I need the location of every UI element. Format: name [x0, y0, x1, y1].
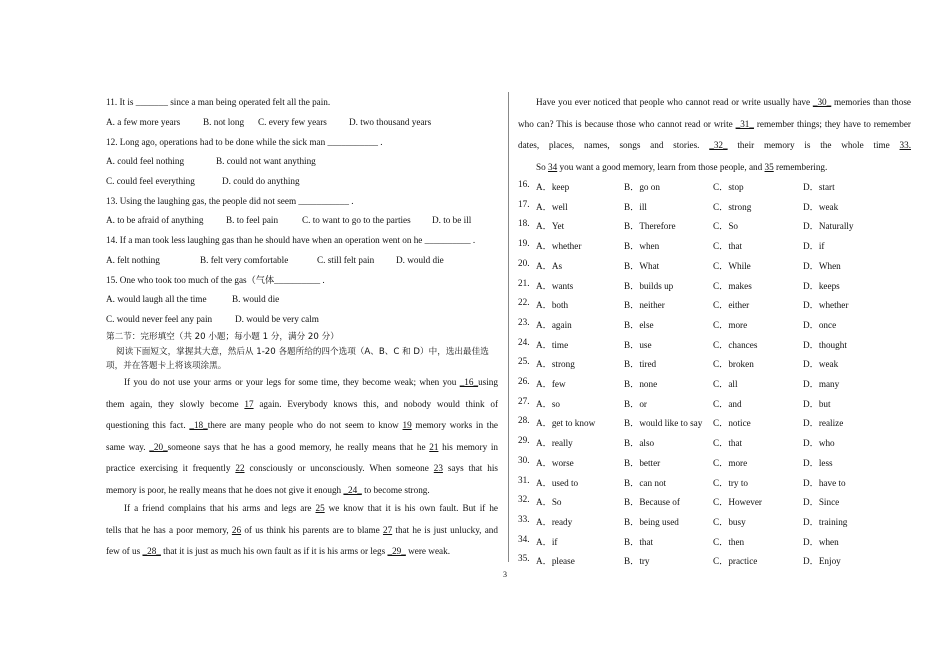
- option-number: 17.: [518, 198, 530, 209]
- blank-number: 25: [315, 503, 325, 513]
- option-choice-a: A．keep: [536, 182, 570, 192]
- column-divider: [508, 92, 509, 562]
- option-choice-c: C．stop: [713, 182, 744, 192]
- option-choice-d: D．realize: [803, 418, 844, 429]
- option-choice-b: B．when: [624, 241, 660, 252]
- blank-number: 27: [382, 524, 393, 535]
- blank-number: _29_: [387, 546, 406, 556]
- option-choice-c: C．then: [713, 536, 745, 547]
- option-choice-d: D．once: [803, 319, 837, 330]
- option-choice-a: A．As: [536, 260, 563, 271]
- paragraph-line: [124, 502, 498, 514]
- paragraph-text: says that his: [442, 463, 498, 473]
- option-choice-a: A．wants: [536, 280, 574, 291]
- paragraph-line: [106, 484, 430, 496]
- option-choice-c: C．try to: [713, 477, 748, 488]
- paragraph-text: his memory in: [438, 441, 499, 452]
- question-11-stem: 11. It is _______ since a man being operated felt all the pain.: [106, 97, 331, 107]
- option-choice-a: A．please: [536, 556, 575, 567]
- blank-number: 26: [231, 524, 242, 535]
- question-11-option-b: B. not long: [203, 117, 245, 127]
- paragraph-text: to become strong.: [361, 484, 430, 495]
- option-choice-b: B．also: [624, 438, 655, 449]
- paragraph-text: practice exercising it frequently: [106, 463, 236, 473]
- option-choice-c: C．While: [713, 260, 751, 271]
- paragraph-line: [106, 419, 498, 431]
- option-number: 20.: [518, 257, 530, 268]
- blank-number: 33.: [899, 140, 911, 150]
- option-choice-c: C．more: [713, 319, 748, 330]
- paragraph-text: there are many people who do not seem to know: [207, 420, 403, 430]
- option-choice-a: A．both: [536, 300, 569, 311]
- option-number: 26.: [518, 376, 530, 386]
- option-number: 29.: [518, 435, 530, 446]
- option-number: 30.: [518, 454, 530, 465]
- paragraph-text: So: [536, 161, 549, 172]
- option-choice-d: D．have to: [803, 477, 846, 488]
- question-15-option-c: C. would never feel any pain: [106, 314, 213, 324]
- blank-number: _28_: [142, 546, 161, 556]
- question-14-option-b: B. felt very comfortable: [200, 255, 289, 265]
- option-choice-a: A．if: [536, 536, 558, 547]
- option-choice-a: A．worse: [536, 457, 574, 468]
- blank-number: _24_: [343, 484, 362, 495]
- paragraph-text: their memory is the whole time: [727, 140, 900, 150]
- option-choice-a: A．whether: [536, 241, 582, 252]
- option-choice-b: B．builds up: [624, 280, 674, 291]
- question-15-option-b: B. would die: [232, 294, 280, 304]
- option-choice-c: C．However: [713, 497, 762, 508]
- paragraph-text: remembering.: [773, 161, 828, 172]
- option-number: 23.: [518, 316, 530, 327]
- option-number: 28.: [518, 415, 530, 426]
- option-choice-c: C．busy: [713, 516, 746, 527]
- option-choice-b: B．would like to say: [624, 418, 703, 429]
- section-title: 第二节：完形填空（共 20 小题；每小题 1 分，满分 20 分）: [106, 332, 339, 342]
- blank-number: _20_: [149, 441, 168, 452]
- option-number: 34.: [518, 533, 530, 544]
- option-choice-c: C．notice: [713, 418, 751, 429]
- option-number: 22.: [518, 297, 530, 308]
- option-choice-c: C．either: [713, 300, 750, 311]
- paragraph-text: questioning this fact.: [106, 420, 190, 430]
- option-choice-c: C．chances: [713, 339, 758, 350]
- question-13-option-d: D. to be ill: [432, 215, 472, 225]
- question-14-option-a: A. felt nothing: [106, 255, 160, 265]
- blank-number: 23: [433, 463, 443, 473]
- option-choice-b: B．else: [624, 319, 654, 330]
- paragraph-text: If you do not use your arms or your legs for some time, they become weak; when you: [124, 377, 460, 387]
- blank-number: _18_: [189, 420, 208, 430]
- paragraph-text: you want a good memory, learn from those people, and: [557, 161, 765, 172]
- paragraph-line: [536, 161, 827, 173]
- option-number: 35.: [518, 553, 530, 564]
- paragraph-text: same way.: [106, 441, 150, 452]
- question-13-option-c: C. to want to go to the parties: [302, 215, 411, 225]
- question-14-stem: 14. If a man took less laughing gas than he should have when an operation went on he __________ .: [106, 235, 476, 245]
- option-choice-d: D．if: [803, 241, 825, 252]
- blank-number: 19: [402, 420, 412, 430]
- option-choice-d: D．who: [803, 438, 835, 449]
- option-number: 21.: [518, 277, 530, 288]
- paragraph-line: [536, 96, 911, 108]
- paragraph-text: consciously or unconsciously. When someone: [244, 463, 434, 473]
- option-choice-d: D．less: [803, 457, 833, 468]
- option-choice-b: B．try: [624, 556, 650, 567]
- option-choice-d: D．thought: [803, 339, 847, 350]
- question-13-stem: 13. Using the laughing gas, the people did not seem ___________ .: [106, 196, 354, 206]
- question-13-option-a: A. to be afraid of anything: [106, 215, 204, 225]
- option-choice-d: D．whether: [803, 300, 849, 311]
- page-number: 3: [503, 570, 507, 579]
- option-choice-d: D．Since: [803, 497, 840, 508]
- cloze-instruction-line-1: 阅读下面短文，掌握其大意，然后从 1-20 各题所给的四个选项（A、B、C 和 D）中，选出最佳选: [116, 347, 489, 357]
- question-12-option-b: B. could not want anything: [216, 156, 316, 166]
- option-choice-c: C．practice: [713, 556, 758, 567]
- option-choice-b: B．Because of: [624, 497, 680, 508]
- option-choice-d: D．When: [803, 260, 841, 271]
- paragraph-text: few of us: [106, 546, 143, 556]
- option-choice-c: C．that: [713, 438, 743, 449]
- question-12-option-d: D. could do anything: [222, 176, 300, 186]
- paragraph-line: [106, 398, 498, 410]
- option-choice-b: B．being used: [624, 516, 679, 527]
- paragraph-line: [106, 545, 450, 557]
- option-choice-b: B．ill: [624, 201, 647, 212]
- question-11-option-a: A. a few more years: [106, 117, 181, 127]
- option-choice-b: B．What: [624, 260, 660, 271]
- blank-number: 21: [429, 441, 439, 452]
- option-choice-c: C．all: [713, 379, 738, 389]
- question-12-option-a: A. could feel nothing: [106, 156, 185, 166]
- option-number: 33.: [518, 513, 530, 524]
- paragraph-text: again. Everybody knows this, and nobody would think of: [253, 398, 499, 409]
- option-number: 25.: [518, 356, 530, 367]
- option-choice-d: D．weak: [803, 359, 839, 370]
- option-choice-a: A．used to: [536, 477, 579, 488]
- option-number: 24.: [518, 336, 530, 347]
- blank-number: 17: [244, 398, 254, 409]
- option-choice-c: C．and: [713, 398, 742, 409]
- paragraph-text: that he is just unlucky, and: [392, 524, 498, 535]
- paragraph-text: memory is poor, he really means that he does not give it enough: [106, 484, 344, 495]
- question-15-option-a: A. would laugh all the time: [106, 294, 207, 304]
- option-choice-b: B．can not: [624, 477, 667, 488]
- option-choice-d: D．many: [803, 379, 840, 389]
- option-choice-a: A．strong: [536, 359, 575, 370]
- option-number: 18.: [518, 218, 530, 229]
- option-choice-b: B．or: [624, 398, 647, 409]
- option-number: 19.: [518, 238, 530, 249]
- paragraph-text: tells that he has a poor memory,: [106, 524, 232, 535]
- question-13-option-b: B. to feel pain: [226, 215, 279, 225]
- option-choice-d: D．Naturally: [803, 221, 854, 232]
- option-choice-a: A．well: [536, 201, 568, 212]
- option-choice-b: B．Therefore: [624, 221, 676, 232]
- option-choice-d: D．weak: [803, 201, 839, 212]
- paragraph-text: were weak.: [405, 546, 450, 556]
- option-choice-c: C．that: [713, 241, 743, 252]
- blank-number: _30_: [812, 97, 832, 107]
- option-choice-d: D．when: [803, 536, 839, 547]
- question-11-option-c: C. every few years: [258, 117, 327, 127]
- blank-number: 22: [235, 463, 245, 473]
- option-choice-c: C．more: [713, 457, 748, 468]
- paragraph-text: dates, places, names, songs and stories.: [518, 140, 710, 150]
- option-choice-a: A．so: [536, 398, 560, 409]
- option-choice-a: A．really: [536, 438, 573, 449]
- paragraph-text: someone says that he has a good memory, he really means that he: [167, 441, 430, 452]
- paragraph-line: [124, 376, 498, 388]
- paragraph-text: of us think his parents are to blame: [241, 524, 383, 535]
- option-choice-c: C．makes: [713, 280, 752, 291]
- option-choice-a: A．So: [536, 497, 562, 508]
- question-15-stem: 15. One who took too much of the gas（气体__________ .: [106, 275, 325, 285]
- paragraph-text: If a friend complains that his arms and legs are: [124, 503, 316, 513]
- paragraph-text: Have you ever noticed that people who cannot read or write usually have: [536, 97, 813, 107]
- option-choice-a: A．get to know: [536, 418, 596, 429]
- paragraph-text: remember things; they have to remember: [753, 118, 911, 129]
- option-number: 31.: [518, 474, 530, 485]
- option-choice-a: A．again: [536, 319, 572, 330]
- blank-number: _16_: [459, 377, 479, 387]
- paragraph-line: [518, 139, 911, 151]
- option-choice-b: B．tired: [624, 359, 657, 370]
- paragraph-text: them again, they slowly become: [106, 398, 245, 409]
- option-choice-d: D．training: [803, 516, 848, 527]
- option-choice-b: B．go on: [624, 182, 660, 192]
- option-choice-a: A．ready: [536, 516, 573, 527]
- option-choice-d: D．start: [803, 182, 835, 192]
- option-choice-a: A．time: [536, 339, 569, 350]
- option-choice-b: B．none: [624, 379, 658, 389]
- blank-number: 34: [548, 161, 558, 172]
- option-choice-b: B．use: [624, 339, 652, 350]
- option-choice-c: C．strong: [713, 201, 752, 212]
- paragraph-text: we know that it is his own fault. But if he: [324, 503, 498, 513]
- paragraph-text: using: [478, 377, 498, 387]
- option-choice-c: C．broken: [713, 359, 754, 370]
- option-choice-a: A．few: [536, 379, 566, 389]
- paragraph-line: [106, 441, 498, 453]
- paragraph-text: who can? This is because those who cannot read or write: [518, 118, 736, 129]
- paragraph-text: memories than those: [831, 97, 911, 107]
- option-number: 27.: [518, 395, 530, 406]
- question-11-option-d: D. two thousand years: [349, 117, 432, 127]
- option-choice-d: D．Enjoy: [803, 556, 841, 567]
- question-15-option-d: D. would be very calm: [235, 314, 319, 324]
- blank-number: 35: [764, 161, 774, 172]
- paragraph-line: [106, 462, 498, 474]
- cloze-instruction-line-2: 项，并在答题卡上将该项涂黑。: [106, 361, 227, 371]
- option-number: 32.: [518, 494, 530, 505]
- paragraph-line: [106, 524, 498, 536]
- option-choice-b: B．better: [624, 457, 661, 468]
- option-choice-c: C．So: [713, 221, 739, 232]
- paragraph-line: [518, 118, 911, 130]
- question-12-stem: 12. Long ago, operations had to be done while the sick man ___________ .: [106, 137, 383, 147]
- question-14-option-d: D. would die: [396, 255, 444, 265]
- question-12-option-c: C. could feel everything: [106, 176, 195, 186]
- option-choice-b: B．neither: [624, 300, 665, 311]
- option-choice-d: D．but: [803, 398, 831, 409]
- blank-number: _32_: [709, 140, 728, 150]
- paragraph-text: that it is just as much his own fault as if it is his arms or legs: [160, 546, 388, 556]
- option-choice-b: B．that: [624, 536, 654, 547]
- blank-number: _31_: [735, 118, 754, 129]
- option-number: 16.: [518, 179, 530, 189]
- option-choice-a: A．Yet: [536, 221, 565, 232]
- option-choice-d: D．keeps: [803, 280, 840, 291]
- paragraph-text: memory works in the: [411, 420, 499, 430]
- question-14-option-c: C. still felt pain: [317, 255, 375, 265]
